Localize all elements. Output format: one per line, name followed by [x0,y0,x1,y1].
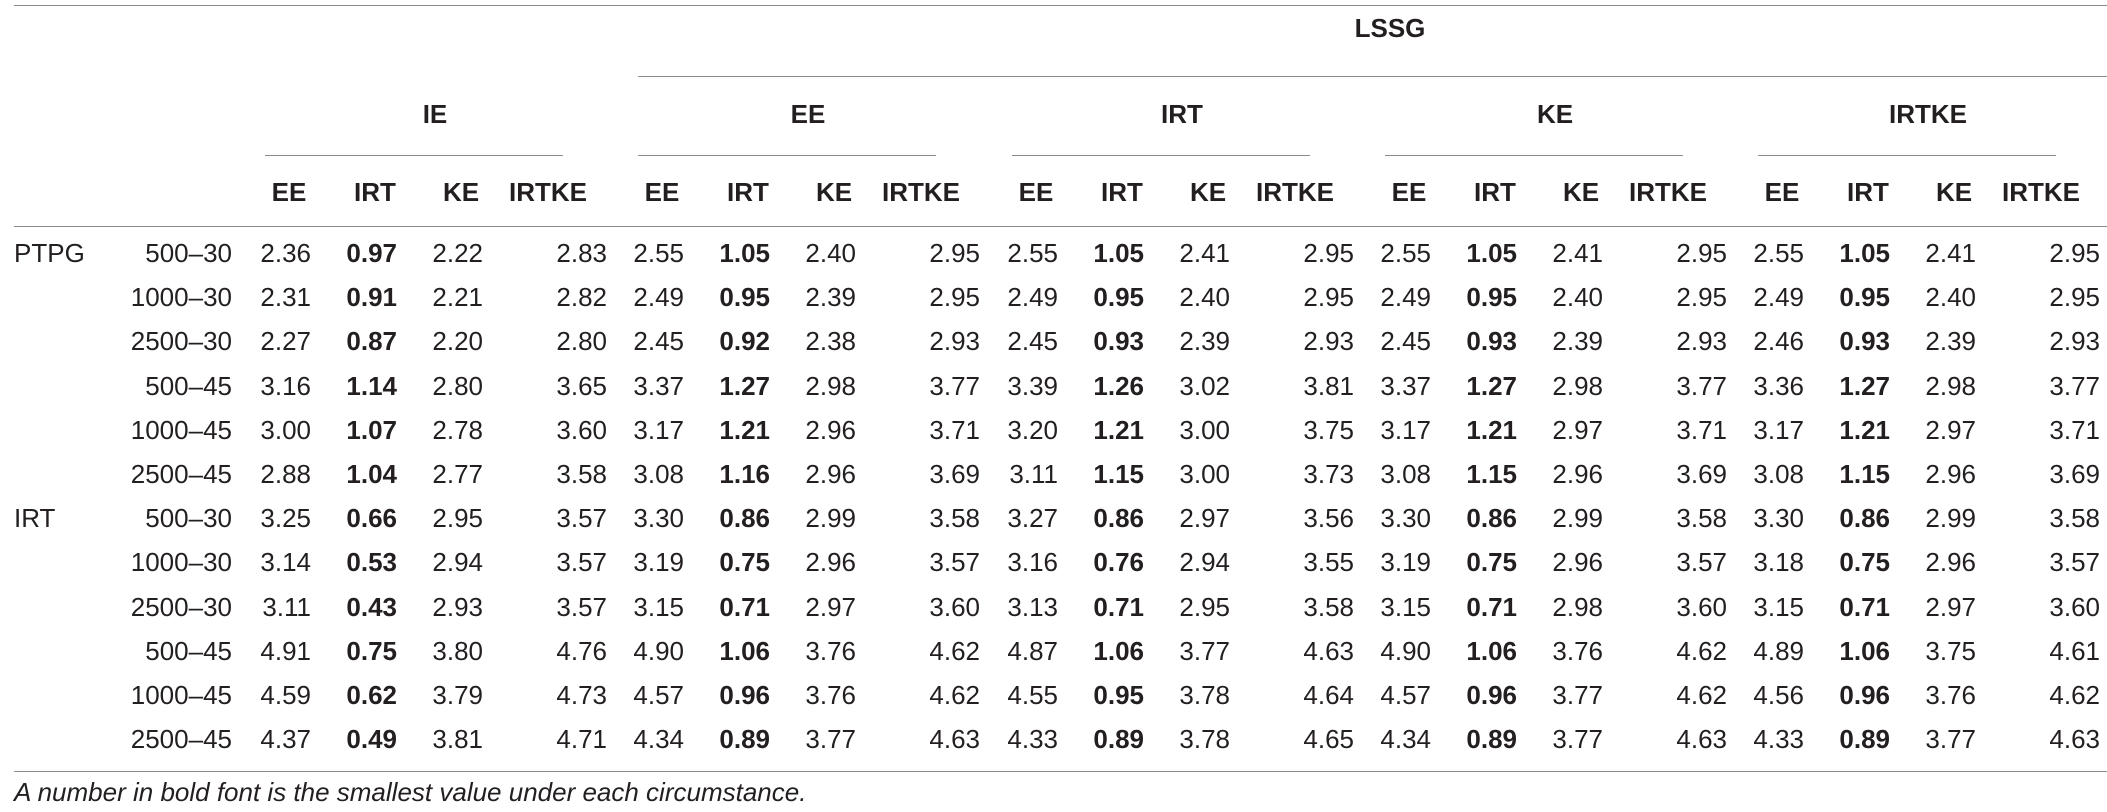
table-cell: 0.89 [1466,724,1517,754]
table-cell: 4.73 [556,680,607,710]
table-cell: 3.76 [805,636,856,666]
table-cell: 2.88 [260,459,311,489]
table-cell: 0.95 [1466,282,1517,312]
table-cell: 2.94 [432,547,483,577]
table-cell: 0.97 [346,238,397,268]
table-cell: 3.77 [929,371,980,401]
table-cell: 3.27 [1007,503,1058,533]
row-condition: 2500–45 [130,459,232,489]
table-cell: 3.76 [1552,636,1603,666]
table-cell: 3.58 [1676,503,1727,533]
table-cell: 0.86 [719,503,770,533]
table-cell: 4.76 [556,636,607,666]
table-cell: 1.06 [1839,636,1890,666]
table-cell: 3.08 [1380,459,1431,489]
table-cell: 4.63 [2049,724,2100,754]
table-cell: 1.06 [1466,636,1517,666]
table-cell: 1.05 [719,238,770,268]
table-cell: 3.08 [1753,459,1804,489]
table-cell: 3.73 [1303,459,1354,489]
table-cell: 0.71 [1839,592,1890,622]
table-cell: 4.63 [1303,636,1354,666]
table-cell: 4.63 [1676,724,1727,754]
table-cell: 3.19 [1380,547,1431,577]
table-cell: 3.30 [1753,503,1804,533]
table-cell: 2.49 [1380,282,1431,312]
table-cell: 0.86 [1466,503,1517,533]
table-cell: 2.96 [1552,547,1603,577]
table-cell: 2.39 [1925,326,1976,356]
table-cell: 0.91 [346,282,397,312]
table-cell: 3.78 [1179,724,1230,754]
subcol-header-ee: EE [644,177,680,207]
table-cell: 3.00 [1179,415,1230,445]
table-cell: 0.96 [1839,680,1890,710]
subcol-header-ke: KE [1189,177,1227,207]
row-condition: 1000–45 [130,415,232,445]
table-cell: 2.98 [1925,371,1976,401]
table-cell: 3.16 [260,371,311,401]
table-cell: 0.92 [719,326,770,356]
table-cell: 2.55 [1380,238,1431,268]
table-cell: 0.95 [719,282,770,312]
row-condition: 1000–45 [130,680,232,710]
table-cell: 0.96 [719,680,770,710]
table-cell: 2.40 [1179,282,1230,312]
group-header-irt: IRT [1161,99,1203,129]
table-cell: 3.77 [1925,724,1976,754]
table-cell: 2.95 [1303,282,1354,312]
table-cell: 3.39 [1007,371,1058,401]
table-cell: 4.64 [1303,680,1354,710]
table-cell: 1.06 [1093,636,1144,666]
table-cell: 3.79 [432,680,483,710]
table-cell: 1.16 [719,459,770,489]
row-condition: 500–30 [145,238,232,268]
subcol-header-irtke: IRTKE [882,177,960,207]
table-cell: 2.77 [432,459,483,489]
table-cell: 3.15 [1753,592,1804,622]
subcol-header-ee: EE [1391,177,1427,207]
table-cell: 4.37 [260,724,311,754]
table-cell: 2.96 [1552,459,1603,489]
table-cell: 3.58 [929,503,980,533]
group-header-ke: KE [1536,99,1574,129]
table-cell: 0.71 [719,592,770,622]
row-condition: 500–30 [145,503,232,533]
subcol-header-ee: EE [271,177,307,207]
super-header-lssg: LSSG [1354,13,1426,43]
table-cell: 0.89 [1093,724,1144,754]
table-cell: 0.71 [1093,592,1144,622]
table-cell: 3.57 [1676,547,1727,577]
table-cell: 2.98 [1552,371,1603,401]
table-cell: 2.31 [260,282,311,312]
top-rule [14,5,2107,6]
table-cell: 3.60 [929,592,980,622]
row-condition: 1000–30 [130,547,232,577]
table-cell: 3.57 [2049,547,2100,577]
table-cell: 2.95 [929,238,980,268]
table-cell: 1.21 [1839,415,1890,445]
table-cell: 3.71 [1676,415,1727,445]
row-condition: 2500–45 [130,724,232,754]
table-cell: 4.62 [1676,680,1727,710]
table-cell: 3.19 [633,547,684,577]
table-cell: 3.57 [556,592,607,622]
table-cell: 3.15 [1380,592,1431,622]
subcol-header-irtke: IRTKE [2002,177,2080,207]
table-cell: 3.11 [262,592,311,622]
table-cell: 2.95 [2049,238,2100,268]
table-cell: 2.83 [556,238,607,268]
table-cell: 4.55 [1007,680,1058,710]
super-header-rule [638,76,2107,77]
table-cell: 2.96 [805,415,856,445]
table-cell: 4.34 [633,724,684,754]
group-header-rule-4 [1758,155,2056,156]
table-cell: 3.65 [556,371,607,401]
row-group-label: PTPG [14,238,85,268]
table-cell: 0.89 [1839,724,1890,754]
table-cell: 3.80 [432,636,483,666]
table-cell: 3.77 [1552,724,1603,754]
table-cell: 2.39 [805,282,856,312]
table-cell: 3.77 [2049,371,2100,401]
table-cell: 2.40 [1925,282,1976,312]
table-cell: 3.75 [1925,636,1976,666]
table-cell: 2.97 [805,592,856,622]
table-cell: 2.80 [432,371,483,401]
table-cell: 1.21 [1093,415,1144,445]
table-cell: 3.77 [1179,636,1230,666]
table-cell: 1.27 [1466,371,1517,401]
table-cell: 2.49 [1007,282,1058,312]
subcol-header-irt: IRT [354,177,396,207]
row-condition: 500–45 [145,371,232,401]
table-cell: 3.37 [1380,371,1431,401]
subcol-header-irt: IRT [1101,177,1143,207]
table-cell: 0.93 [1839,326,1890,356]
table-cell: 1.15 [1466,459,1517,489]
table-cell: 3.17 [1753,415,1804,445]
subcol-header-irtke: IRTKE [1629,177,1707,207]
table-cell: 1.21 [1466,415,1517,445]
subcol-header-irtke: IRTKE [509,177,587,207]
table-cell: 3.57 [556,547,607,577]
table-cell: 0.53 [346,547,397,577]
group-header-ee: EE [790,99,826,129]
table-cell: 2.41 [1552,238,1603,268]
table-cell: 4.89 [1753,636,1804,666]
table-cell: 0.89 [719,724,770,754]
table-cell: 4.57 [633,680,684,710]
table-cell: 0.95 [1093,282,1144,312]
subcol-header-irtke: IRTKE [1256,177,1334,207]
table-cell: 0.87 [346,326,397,356]
table-cell: 1.27 [719,371,770,401]
table-cell: 2.39 [1552,326,1603,356]
table-cell: 2.40 [1552,282,1603,312]
row-condition: 2500–30 [130,592,232,622]
table-cell: 2.95 [1676,238,1727,268]
table-cell: 0.43 [346,592,397,622]
table-cell: 2.93 [929,326,980,356]
table-cell: 2.96 [1925,459,1976,489]
table-cell: 3.81 [432,724,483,754]
table-cell: 4.63 [929,724,980,754]
row-condition: 1000–30 [130,282,232,312]
table-cell: 3.15 [633,592,684,622]
table-cell: 3.69 [2049,459,2100,489]
table-cell: 2.99 [1925,503,1976,533]
table-cell: 0.76 [1093,547,1144,577]
table-cell: 4.62 [929,680,980,710]
table-cell: 2.22 [432,238,483,268]
table-cell: 2.41 [1925,238,1976,268]
subcol-header-ke: KE [1935,177,1973,207]
group-header-rule-3 [1385,155,1683,156]
table-cell: 2.95 [432,503,483,533]
table-cell: 2.95 [1303,238,1354,268]
table-cell: 2.97 [1179,503,1230,533]
table-cell: 2.49 [1753,282,1804,312]
table-cell: 0.93 [1466,326,1517,356]
table-cell: 2.98 [1552,592,1603,622]
table-cell: 2.41 [1179,238,1230,268]
subcol-header-ke: KE [442,177,480,207]
table-cell: 1.06 [719,636,770,666]
table-cell: 3.58 [556,459,607,489]
table-cell: 0.96 [1466,680,1517,710]
table-cell: 4.87 [1007,636,1058,666]
table-cell: 2.94 [1179,547,1230,577]
table-cell: 4.91 [260,636,311,666]
table-cell: 0.75 [1839,547,1890,577]
table-cell: 3.81 [1303,371,1354,401]
table-cell: 3.20 [1007,415,1058,445]
table-cell: 3.58 [1303,592,1354,622]
table-cell: 2.98 [805,371,856,401]
table-cell: 2.95 [1179,592,1230,622]
table-cell: 3.57 [556,503,607,533]
table-cell: 3.14 [260,547,311,577]
table-cell: 4.71 [556,724,607,754]
table-cell: 4.33 [1753,724,1804,754]
table-cell: 4.62 [2049,680,2100,710]
table-cell: 4.62 [929,636,980,666]
table-cell: 2.49 [633,282,684,312]
subcol-header-irt: IRT [1847,177,1889,207]
table-cell: 0.71 [1466,592,1517,622]
table-cell: 3.13 [1007,592,1058,622]
table-cell: 3.08 [633,459,684,489]
table-cell: 3.77 [1552,680,1603,710]
table-cell: 3.75 [1303,415,1354,445]
table-cell: 2.97 [1925,415,1976,445]
table-cell: 2.95 [1676,282,1727,312]
table-cell: 2.46 [1753,326,1804,356]
table-cell: 1.05 [1466,238,1517,268]
subcol-header-irt: IRT [1474,177,1516,207]
table-cell: 3.18 [1753,547,1804,577]
table-cell: 4.90 [633,636,684,666]
table-cell: 2.45 [633,326,684,356]
table-cell: 2.55 [633,238,684,268]
table-cell: 4.61 [2049,636,2100,666]
table-cell: 2.38 [805,326,856,356]
table-cell: 4.56 [1753,680,1804,710]
table-cell: 2.97 [1552,415,1603,445]
table-cell: 3.16 [1007,547,1058,577]
table-cell: 2.96 [805,459,856,489]
table-cell: 3.56 [1303,503,1354,533]
table-cell: 2.55 [1007,238,1058,268]
table-cell: 0.62 [346,680,397,710]
table-cell: 2.45 [1007,326,1058,356]
table-cell: 4.62 [1676,636,1727,666]
table-footnote: A number in bold font is the smallest value under each circumstance. [14,777,807,807]
table-cell: 0.75 [346,636,397,666]
table-cell: 1.05 [1093,238,1144,268]
table-cell: 3.76 [1925,680,1976,710]
table-cell: 0.86 [1839,503,1890,533]
table-cell: 2.20 [432,326,483,356]
table-cell: 2.39 [1179,326,1230,356]
row-group-label: IRT [14,503,56,533]
table-cell: 0.95 [1093,680,1144,710]
table-cell: 3.17 [633,415,684,445]
table-cell: 3.77 [805,724,856,754]
table-cell: 2.82 [556,282,607,312]
table-cell: 4.90 [1380,636,1431,666]
subcol-header-irt: IRT [727,177,769,207]
table-cell: 3.60 [1676,592,1727,622]
table-cell: 3.25 [260,503,311,533]
table-cell: 2.99 [805,503,856,533]
table-cell: 2.93 [1676,326,1727,356]
table-cell: 2.93 [432,592,483,622]
table-cell: 2.97 [1925,592,1976,622]
table-cell: 3.02 [1179,371,1230,401]
group-header-rule-2 [1012,155,1310,156]
table-cell: 1.04 [346,459,397,489]
table-cell: 2.96 [805,547,856,577]
table-cell: 3.71 [2049,415,2100,445]
table-cell: 2.80 [556,326,607,356]
table-cell: 3.00 [1179,459,1230,489]
subcol-header-ke: KE [815,177,853,207]
table-cell: 2.93 [1303,326,1354,356]
table-cell: 2.93 [2049,326,2100,356]
table-cell: 0.66 [346,503,397,533]
table-cell: 1.27 [1839,371,1890,401]
table-cell: 3.30 [633,503,684,533]
row-condition: 500–45 [145,636,232,666]
table-cell: 2.96 [1925,547,1976,577]
table-cell: 2.95 [2049,282,2100,312]
table-cell: 2.99 [1552,503,1603,533]
table-cell: 0.75 [719,547,770,577]
table-cell: 1.05 [1839,238,1890,268]
table-cell: 3.77 [1676,371,1727,401]
group-header-ie: IE [422,99,448,129]
table-cell: 4.34 [1380,724,1431,754]
bottom-rule [14,771,2107,772]
table-cell: 4.33 [1007,724,1058,754]
table-cell: 0.95 [1839,282,1890,312]
table-cell: 2.27 [260,326,311,356]
table-cell: 0.93 [1093,326,1144,356]
table-cell: 2.95 [929,282,980,312]
table-cell: 3.78 [1179,680,1230,710]
table-cell: 3.11 [1009,459,1058,489]
table-cell: 2.78 [432,415,483,445]
subcol-header-ee: EE [1018,177,1054,207]
group-header-rule-1 [638,155,936,156]
table-cell: 3.37 [633,371,684,401]
group-header-irtke: IRTKE [1889,99,1967,129]
table-cell: 3.60 [2049,592,2100,622]
table-cell: 4.65 [1303,724,1354,754]
subcol-header-ke: KE [1562,177,1600,207]
row-condition: 2500–30 [130,326,232,356]
table-cell: 0.49 [346,724,397,754]
table-cell: 1.07 [346,415,397,445]
table-cell: 2.55 [1753,238,1804,268]
table-cell: 3.30 [1380,503,1431,533]
group-header-rule-0 [265,155,563,156]
table-cell: 3.36 [1753,371,1804,401]
table-cell: 3.60 [556,415,607,445]
table-cell: 1.15 [1093,459,1144,489]
table-cell: 3.71 [929,415,980,445]
table-cell: 2.21 [432,282,483,312]
table-cell: 4.59 [260,680,311,710]
table-cell: 1.15 [1839,459,1890,489]
table-cell: 3.58 [2049,503,2100,533]
table-cell: 2.36 [260,238,311,268]
table-cell: 3.57 [929,547,980,577]
table-cell: 1.14 [346,371,397,401]
table-cell: 4.57 [1380,680,1431,710]
table-cell: 0.75 [1466,547,1517,577]
table-cell: 1.21 [719,415,770,445]
table-cell: 3.17 [1380,415,1431,445]
table-cell: 2.40 [805,238,856,268]
table-cell: 0.86 [1093,503,1144,533]
table-cell: 3.00 [260,415,311,445]
table-cell: 3.55 [1303,547,1354,577]
table-cell: 3.69 [1676,459,1727,489]
header-bottom-rule [14,226,2107,227]
table-cell: 1.26 [1093,371,1144,401]
table-cell: 3.69 [929,459,980,489]
subcol-header-ee: EE [1764,177,1800,207]
table-cell: 3.76 [805,680,856,710]
table-cell: 2.45 [1380,326,1431,356]
